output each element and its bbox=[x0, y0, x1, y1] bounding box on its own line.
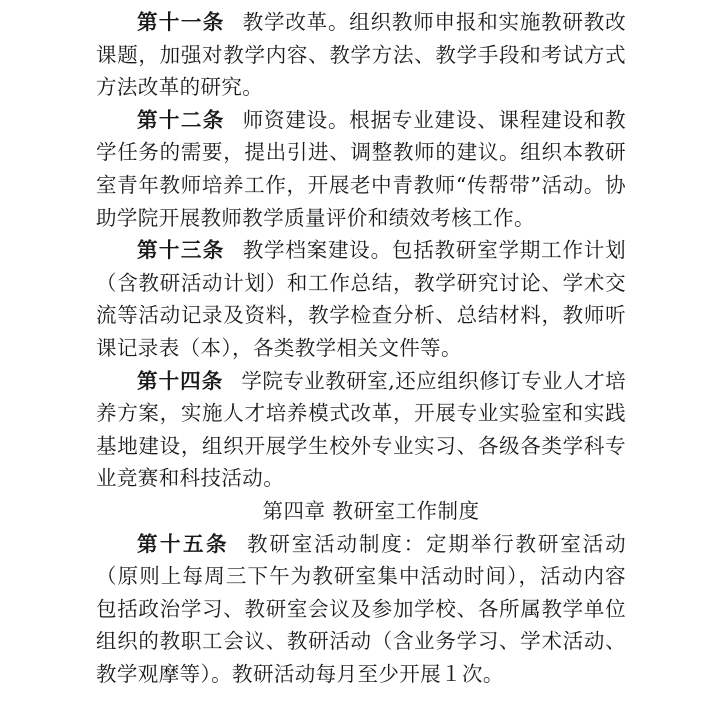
article-text: 教学改革。组织教师申报和实施教研教改课题，加强对教学内容、教学方法、教学手段和考试方式方法改革的研究。 bbox=[96, 10, 627, 100]
article-number: 第十二条 bbox=[137, 107, 225, 132]
article-13 bbox=[96, 234, 626, 364]
article-number: 第十五条 bbox=[137, 531, 229, 556]
article-number: 第十四条 bbox=[137, 368, 224, 393]
article-15 bbox=[96, 528, 626, 691]
article-11 bbox=[96, 6, 626, 104]
article-number: 第十一条 bbox=[137, 10, 225, 34]
article-text: 教研室活动制度：定期举行教研室活动（原则上每周三下午为教研室集中活动时间），活动内容包括政治学习、教研室会议及参加学校、各所属教学单位组织的教职工会议、教研活动（含业务学习、学术活动、教学观摩等）。教研活动每月至少开展１次。 bbox=[96, 531, 626, 686]
article-text: 学院专业教研室,还应组织修订专业人才培养方案，实施人才培养模式改革，开展专业实验室和实践基地建设，组织开展学生校外专业实习、各级各类学科专业竞赛和科技活动。 bbox=[96, 368, 626, 491]
article-14 bbox=[96, 365, 626, 495]
article-text: 师资建设。根据专业建设、课程建设和教学任务的需要，提出引进、调整教师的建议。组织本教研室青年教师培养工作，开展老中青教师“传帮带”活动。协助学院开展教师教学质量评价和绩效考核工作。 bbox=[96, 107, 627, 230]
article-number: 第十三条 bbox=[137, 238, 225, 263]
document-page bbox=[96, 6, 626, 690]
chapter-heading: 第四章 教研室工作制度 bbox=[262, 498, 480, 523]
article-text: 教学档案建设。包括教研室学期工作计划（含教研活动计划）和工作总结，教学研究讨论、学术交流等活动记录及资料，教学检查分析、总结材料，教师听课记录表（本），各类教学相关文件等。 bbox=[96, 238, 627, 360]
article-12 bbox=[96, 104, 626, 234]
